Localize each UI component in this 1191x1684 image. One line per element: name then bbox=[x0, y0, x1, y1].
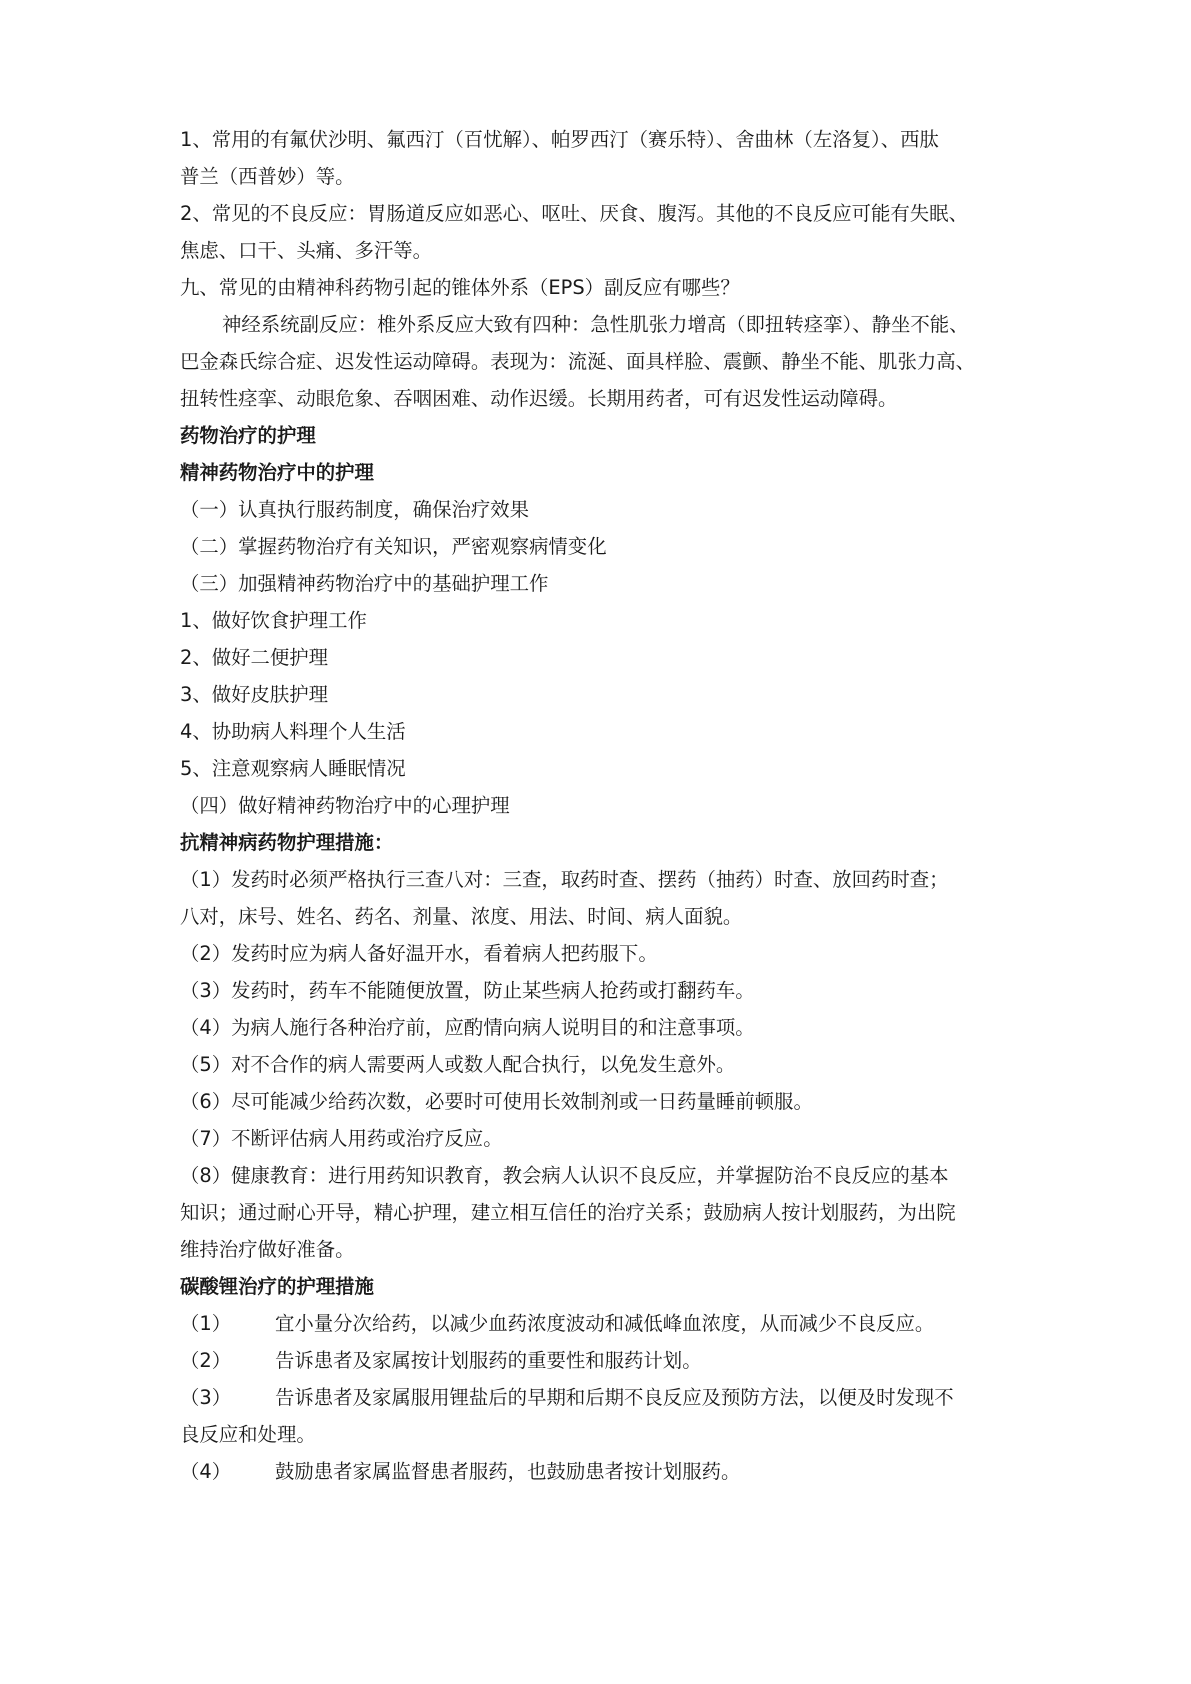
text-line: （四）做好精神药物治疗中的心理护理 bbox=[180, 794, 510, 817]
text-line: 2、做好二便护理 bbox=[180, 646, 329, 669]
text-line: （一）认真执行服药制度，确保治疗效果 bbox=[180, 498, 530, 521]
text-line: （7）不断评估病人用药或治疗反应。 bbox=[180, 1127, 503, 1150]
text-line: 2、常见的不良反应：胃肠道反应如恶心、呕吐、厌食、腹泻。其他的不良反应可能有失眠、 bbox=[180, 202, 968, 225]
text-line: 扭转性痉挛、动眼危象、吞咽困难、动作迟缓。长期用药者，可有迟发性运动障碍。 bbox=[180, 387, 898, 410]
text-line: （2）发药时应为病人备好温开水，看着病人把药服下。 bbox=[180, 942, 658, 965]
text-line: （三）加强精神药物治疗中的基础护理工作 bbox=[180, 572, 549, 595]
item-text: 告诉患者及家属按计划服药的重要性和服药计划。 bbox=[275, 1349, 702, 1372]
item-text: 良反应和处理。 bbox=[180, 1423, 316, 1446]
text-line: （8）健康教育：进行用药知识教育，教会病人认识不良反应，并掌握防治不良反应的基本 bbox=[180, 1164, 949, 1187]
text-line: 3、做好皮肤护理 bbox=[180, 683, 329, 706]
text-line: 知识；通过耐心开导，精心护理，建立相互信任的治疗关系；鼓励病人按计划服药，为出院 bbox=[180, 1201, 956, 1224]
text-line: 普兰（西普妙）等。 bbox=[180, 165, 355, 188]
section-heading: 碳酸锂治疗的护理措施 bbox=[180, 1275, 374, 1298]
list-item bbox=[180, 1385, 1040, 1411]
text-line: （1）发药时必须严格执行三查八对：三查，取药时查、摆药（抽药）时查、放回药时查； bbox=[180, 868, 949, 891]
text-line: 焦虑、口干、头痛、多汗等。 bbox=[180, 239, 433, 262]
section-heading: 精神药物治疗中的护理 bbox=[180, 461, 374, 484]
item-text: 宜小量分次给药，以减少血药浓度波动和减低峰血浓度，从而减少不良反应。 bbox=[275, 1312, 935, 1335]
text-line: （3）发药时，药车不能随便放置，防止某些病人抢药或打翻药车。 bbox=[180, 979, 755, 1002]
text-line: （6）尽可能减少给药次数，必要时可使用长效制剂或一日药量睡前顿服。 bbox=[180, 1090, 813, 1113]
item-number: （3） bbox=[180, 1386, 232, 1409]
item-number: （4） bbox=[180, 1460, 232, 1483]
list-item-continuation bbox=[180, 1422, 1040, 1448]
list-item bbox=[180, 1348, 1040, 1374]
question-heading: 九、常见的由精神科药物引起的锥体外系（EPS）副反应有哪些？ bbox=[180, 276, 740, 299]
text-line: 4、协助病人料理个人生活 bbox=[180, 720, 406, 743]
list-item bbox=[180, 1459, 1040, 1485]
text-line: 1、做好饮食护理工作 bbox=[180, 609, 367, 632]
text-line: 1、常用的有氟伏沙明、氟西汀（百忧解）、帕罗西汀（赛乐特）、舍曲林（左洛复）、西肽 bbox=[180, 128, 939, 151]
item-text: 告诉患者及家属服用锂盐后的早期和后期不良反应及预防方法，以便及时发现不 bbox=[275, 1386, 954, 1409]
item-text: 鼓励患者家属监督患者服药，也鼓励患者按计划服药。 bbox=[275, 1460, 741, 1483]
text-line: 八对，床号、姓名、药名、剂量、浓度、用法、时间、病人面貌。 bbox=[180, 905, 743, 928]
text-line: 巴金森氏综合症、迟发性运动障碍。表现为：流涎、面具样脸、震颤、静坐不能、肌张力高、 bbox=[180, 350, 976, 373]
text-line: 神经系统副反应：椎外系反应大致有四种：急性肌张力增高（即扭转痉挛）、静坐不能、 bbox=[222, 313, 969, 336]
text-line: （4）为病人施行各种治疗前，应酌情向病人说明目的和注意事项。 bbox=[180, 1016, 755, 1039]
text-line: 维持治疗做好准备。 bbox=[180, 1238, 355, 1261]
item-number: （1） bbox=[180, 1312, 232, 1335]
text-line: （二）掌握药物治疗有关知识，严密观察病情变化 bbox=[180, 535, 607, 558]
section-heading: 药物治疗的护理 bbox=[180, 424, 316, 447]
item-number: （2） bbox=[180, 1349, 232, 1372]
text-line: （5）对不合作的病人需要两人或数人配合执行，以免发生意外。 bbox=[180, 1053, 736, 1076]
list-item bbox=[180, 1311, 1040, 1337]
text-line: 5、注意观察病人睡眠情况 bbox=[180, 757, 406, 780]
section-heading: 抗精神病药物护理措施： bbox=[180, 831, 394, 854]
